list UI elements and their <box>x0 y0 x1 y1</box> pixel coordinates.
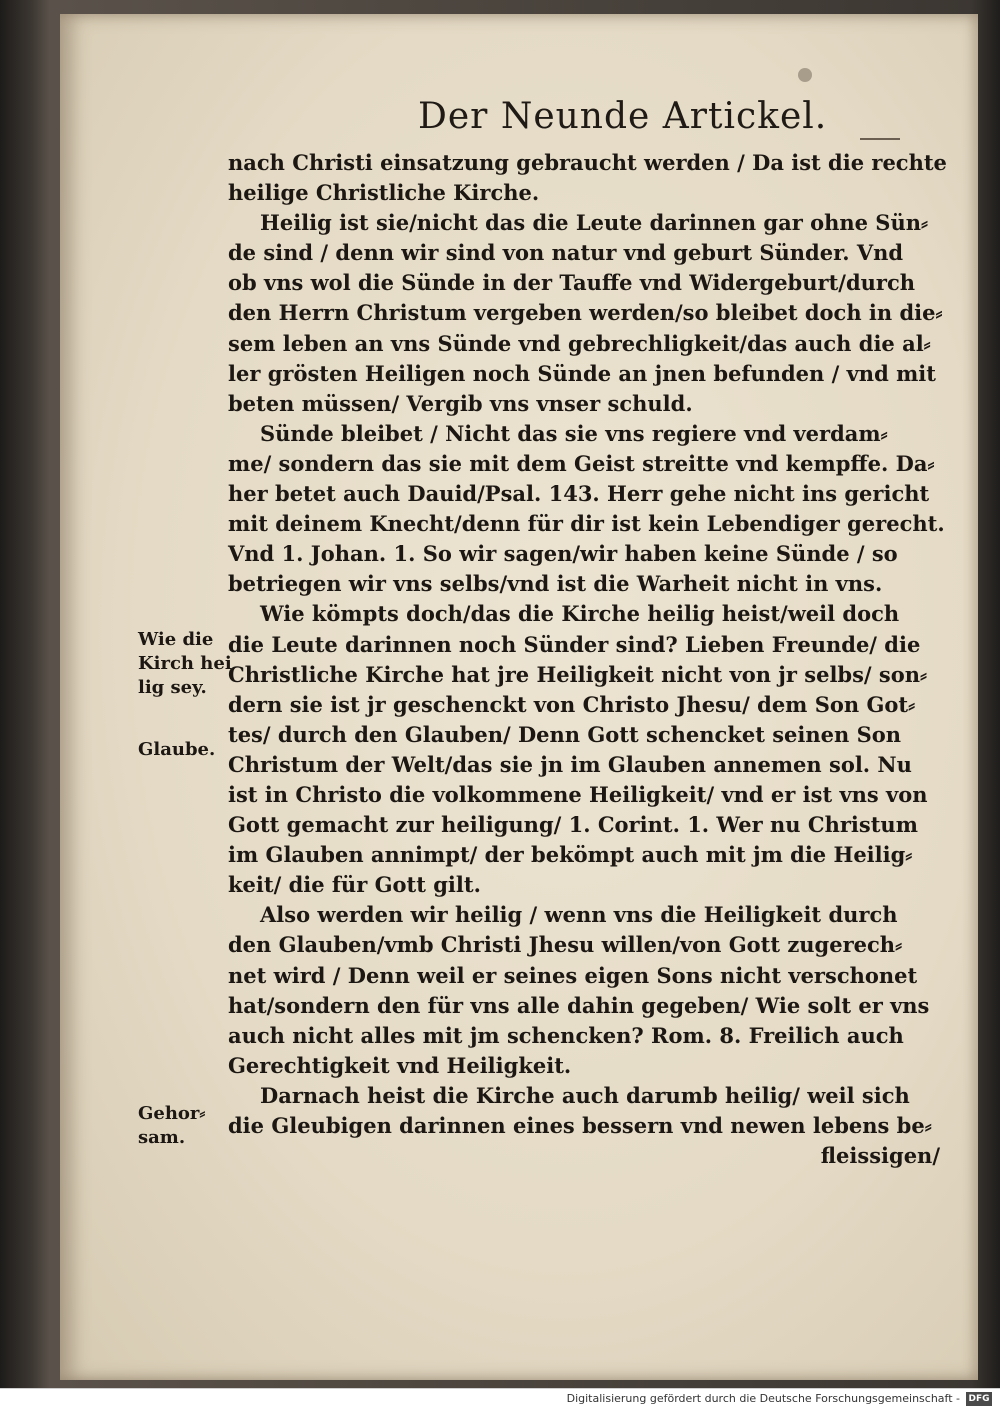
margin-note-line: sam. <box>138 1127 186 1148</box>
dfg-logo: DFG <box>966 1392 992 1406</box>
margin-note-glaube <box>138 738 226 762</box>
text-line: sem leben an vns Sünde vnd gebrechligkeit/das auch die al⸗ <box>228 330 931 356</box>
margin-note-kirche <box>138 628 232 700</box>
margin-note-line: Glaube. <box>138 739 216 760</box>
margin-note-line: Wie die <box>138 629 214 650</box>
text-line: auch nicht alles mit jm schencken? Rom. 8. Freilich auch <box>228 1022 904 1048</box>
text-line: nach Christi einsatzung gebraucht werden / Da ist die rechte <box>228 150 947 175</box>
text-line: Gott gemacht zur heiligung/ 1. Corint. 1. Wer nu Christum <box>228 812 918 838</box>
footer-bar <box>0 1388 1000 1410</box>
text-line: Christliche Kirche hat jre Heiligkeit nicht von jr selbs/ son⸗ <box>228 661 927 687</box>
text-line: de sind / denn wir sind von natur vnd geburt Sünder. Vnd <box>228 240 904 266</box>
text-line: beten müssen/ Vergib vns vnser schuld. <box>228 390 693 416</box>
text-line: Also werden wir heilig / wenn vns die Heiligkeit durch <box>260 902 898 928</box>
body-text <box>228 148 948 1171</box>
text-line: ist in Christo die volkommene Heiligkeit/ vnd er ist vns von <box>228 781 928 807</box>
margin-note-line: Gehor⸗ <box>138 1103 206 1124</box>
text-line: den Herrn Christum vergeben werden/so bleibet doch in die⸗ <box>228 300 943 326</box>
footer-credit: Digitalisierung gefördert durch die Deutsche Forschungsgemeinschaft - <box>566 1392 960 1405</box>
margin-note-gehorsam <box>138 1102 226 1150</box>
catchword: fleissigen/ <box>820 1143 940 1169</box>
text-line: Heilig ist sie/nicht das die Leute darinnen gar ohne Sün⸗ <box>260 210 928 236</box>
text-line: Gerechtigkeit vnd Heiligkeit. <box>228 1052 572 1078</box>
text-line: ler grösten Heiligen noch Sünde an jnen befunden / vnd mit <box>228 360 936 386</box>
text-line: die Leute darinnen noch Sünder sind? Lieben Freunde/ die <box>228 631 921 657</box>
text-line: tes/ durch den Glauben/ Denn Gott schencket seinen Son <box>228 721 902 747</box>
text-line: her betet auch Dauid/Psal. 143. Herr gehe nicht ins gericht <box>228 481 930 507</box>
text-line: ob vns wol die Sünde in der Tauffe vnd Widergeburt/durch <box>228 270 916 296</box>
text-line: die Gleubigen darinnen eines bessern vnd newen lebens be⸗ <box>228 1113 932 1138</box>
text-line: Vnd 1. Johan. 1. So wir sagen/wir haben keine Sünde / so <box>228 541 898 567</box>
text-line: mit deinem Knecht/denn für dir ist kein Lebendiger gerecht. <box>228 511 945 537</box>
text-line: heilige Christliche Kirche. <box>228 180 540 206</box>
text-line: dern sie ist jr geschenckt von Christo Jhesu/ dem Son Got⸗ <box>228 691 916 717</box>
paper-stain <box>798 68 812 82</box>
text-line: im Glauben annimpt/ der bekömpt auch mit jm die Heilig⸗ <box>228 842 913 868</box>
text-line: Darnach heist die Kirche auch darumb heilig/ weil sich <box>260 1082 910 1108</box>
margin-note-line: Kirch hei <box>138 653 232 674</box>
text-line: hat/sondern den für vns alle dahin gegeben/ Wie solt er vns <box>228 992 930 1018</box>
head-rule <box>860 138 900 140</box>
text-line: keit/ die für Gott gilt. <box>228 872 481 898</box>
text-line: Wie kömpts doch/das die Kirche heilig heist/weil doch <box>260 601 900 627</box>
text-line: den Glauben/vmb Christi Jhesu willen/von Gott zugerech⸗ <box>228 932 903 958</box>
text-line: me/ sondern das sie mit dem Geist streitte vnd kempffe. Da⸗ <box>228 450 935 476</box>
running-head: Der Neunde Artickel. <box>418 96 828 137</box>
text-line: net wird / Denn weil er seines eigen Sons nicht verschonet <box>228 962 918 988</box>
text-line: Sünde bleibet / Nicht das sie vns regiere vnd verdam⸗ <box>260 420 888 446</box>
margin-note-line: lig sey. <box>138 677 207 698</box>
text-line: betriegen wir vns selbs/vnd ist die Warheit nicht in vns. <box>228 571 883 597</box>
text-line: Christum der Welt/das sie jn im Glauben annemen sol. Nu <box>228 751 912 777</box>
